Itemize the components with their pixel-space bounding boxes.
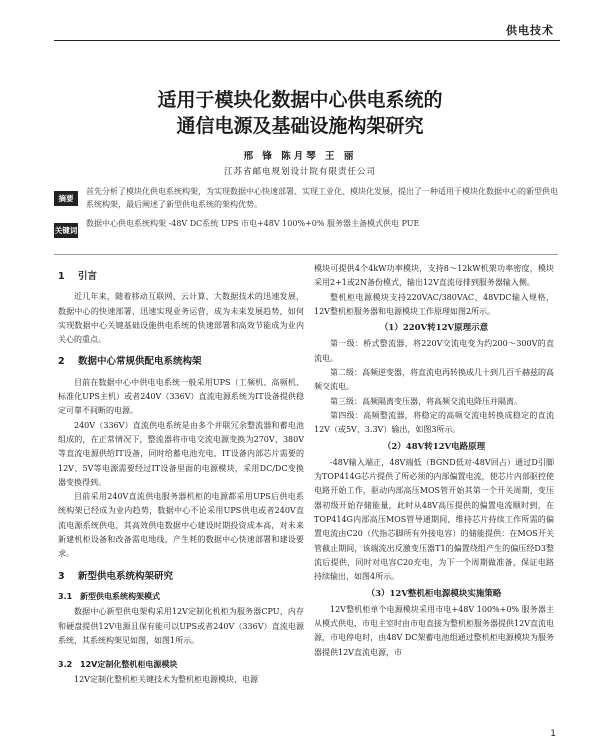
article-title — [0, 87, 600, 139]
section-heading-3 — [58, 570, 304, 584]
paragraph-step: 第一级：桥式整流器，将220V交流电变为约200～300V的直流电。 — [314, 339, 554, 363]
title-line-2: 通信电源及基础设施构架研究 — [176, 115, 424, 137]
subsection-heading-3-1 — [58, 590, 304, 604]
section-heading-2 — [58, 355, 304, 369]
authors: 邢 锋 陈月琴 王 丽 — [243, 151, 357, 162]
keywords-row — [54, 217, 558, 238]
subheading-48v: （2）48V转12V电路原理 — [382, 441, 486, 452]
section-heading-1 — [58, 270, 304, 284]
subheading-220v: （1）220V转12V原理示意 — [379, 323, 489, 334]
subsection-number: 3.1 — [58, 591, 73, 601]
keywords-label: 关键词 — [54, 223, 78, 238]
summary-label: 摘要 — [54, 191, 78, 206]
paragraph-continued: 模块可提供4个4kW功率模块，支持8～12kW机架功率密度，模块采用2+1或2N备份模式，输出12V直流母排到服务器输入侧。 — [314, 264, 554, 288]
summary-row — [54, 185, 558, 211]
paragraph-intro: 近几年来，随着移动互联网、云计算、大数据技术的迅速发展，数据中心的快速部署、迅速实现业务运营，成为未来发展趋势，如何实现数据中心关键基础设施供电系统的快速部署和高效节能成为业内关心的重点。 — [58, 292, 304, 345]
section-tag: 供电技术 — [506, 24, 554, 37]
title-line-1: 适用于模块化数据中心供电系统的 — [157, 89, 443, 111]
paragraph-step: 第二级：高频逆变器，将直流电再转换成几十到几百千赫兹的高频交流电。 — [314, 368, 554, 392]
section-number: 1 — [58, 271, 65, 282]
section-title: 新型供电系统构架研究 — [78, 570, 174, 582]
subsection-title: 12V定制化整机柜电源模块 — [80, 660, 178, 670]
section-title: 数据中心常规供配电系统构架 — [78, 356, 202, 368]
paragraph: -48V输入端正，48V端低（BGND低对-48V回占）通过D引脚为TOP414G芯片提供了所必须的内部偏置电流，使芯片内部驱控使电路开始工作，驱动内部高压MOS管开始其第一个开关周期，变压器初级开始存储能量，此时从48V高压提供的偏置电流顺时到，在TOP414G内部高压MOS管导通期间，维持芯片持续工作所需的偏置电流由C20（代指芯脚所有外接电容）的储能提供：在MOS开关管截止期间，该端流出反激变压器T1的偏置绕组产生的偏压经D3整流后提供，同时对电容C20充电，为下一个周期做准备，保证电路持续输出，如图4所示。 — [314, 457, 554, 582]
page-number: 1 — [550, 729, 556, 739]
affiliation: 江苏省邮电规划设计院有限责任公司 — [223, 167, 376, 177]
paragraph: 240V（336V）直流供电系统是由多个并联冗余整流器和蓄电池组成的，在正常情况下，整流器将市电交流电源变换为270V、380V等直流电源供给IT设备，同时给蓄电池充电，IT设备内部芯片需要的12V、5V等电源需要经过IT设备里面的电源模块，采用DC/DC变换器变换得到。 — [58, 420, 304, 487]
subsection-title: 新型供电系统构架模式 — [80, 591, 160, 601]
summary-text: 首先分析了模块化供电系统构架，为实现数据中心快速部署、实现工业化、模块化发展，提出了一种适用于模块化数据中心的新型供电系统构架，最后阐述了新型供电系统的架构优势。 — [86, 187, 558, 209]
paragraph: 数据中心新型供电架构采用12V定制化机柜为服务器CPU、内存和硬盘提供12V电源且保有能可以UPS或者240V（336V）直流电源系统，其系统构架见如图，如图1所示。 — [58, 607, 304, 645]
subsection-heading-3-2 — [58, 658, 304, 672]
paragraph-step: 第四级：高频整流器，将稳定的高频交流电转换成稳定的直流12V（或5V、3.3V）输出，如图3所示。 — [314, 410, 554, 435]
subheading-strategy: （3）12V整机柜电源模块实施策略 — [366, 588, 502, 599]
left-column — [58, 262, 304, 688]
abstract-rule — [54, 254, 558, 255]
section-title: 引言 — [78, 271, 98, 282]
paragraph: 目前采用240V直流供电服务器机柜的电源都采用UPS后供电系统构架已经成为业内趋势，数据中心不论采用UPS供电或者240V直流电源系统供电，其高效供电数据中心建设时期投资成本高，对未来新建机柜设备和改备需电地线，产生耗的数据中心快速部署和建设要求。 — [58, 492, 304, 559]
section-number: 3 — [58, 570, 65, 582]
header-rule — [54, 40, 560, 41]
paragraph: 目前在数据中心中供电电系统一般采用UPS（工频机、高频机、标准化UPS主机）或者240V（336V）直流电源系统为IT设备提供稳定可靠不间断的电源。 — [58, 377, 304, 416]
section-number: 2 — [58, 356, 65, 368]
keywords-text: 数据中心供电系统构架 -48V DC系统 UPS 市电+48V 100%+0% 服务器主备模式供电 PUE — [86, 219, 420, 228]
paragraph: 12V定制化整机柜关键技术为整机柜电源模块，电源 — [74, 675, 258, 685]
paragraph-step: 第三级：高频隔离变压器，将高频交流电降压并隔离。 — [330, 396, 522, 406]
right-column — [314, 262, 554, 660]
subsection-number: 3.2 — [58, 660, 73, 670]
paragraph: 12V整机柜单个电源模块采用市电+48V 100%+0% 服务器主从模式供电，市电主室时由市电直接为整机柜服务器提供12V直流电源，市电停电时，由48V DC架蓄电池组通过整机柜电源模块为服务器提供12V直流电源，市 — [314, 604, 554, 657]
paragraph: 整机柜电源模块支持220VAC/380VAC、48VDC输入规格，12V整机柜服务器和电源模块工作原理如图2所示。 — [314, 292, 554, 316]
abstract-block — [54, 185, 558, 244]
